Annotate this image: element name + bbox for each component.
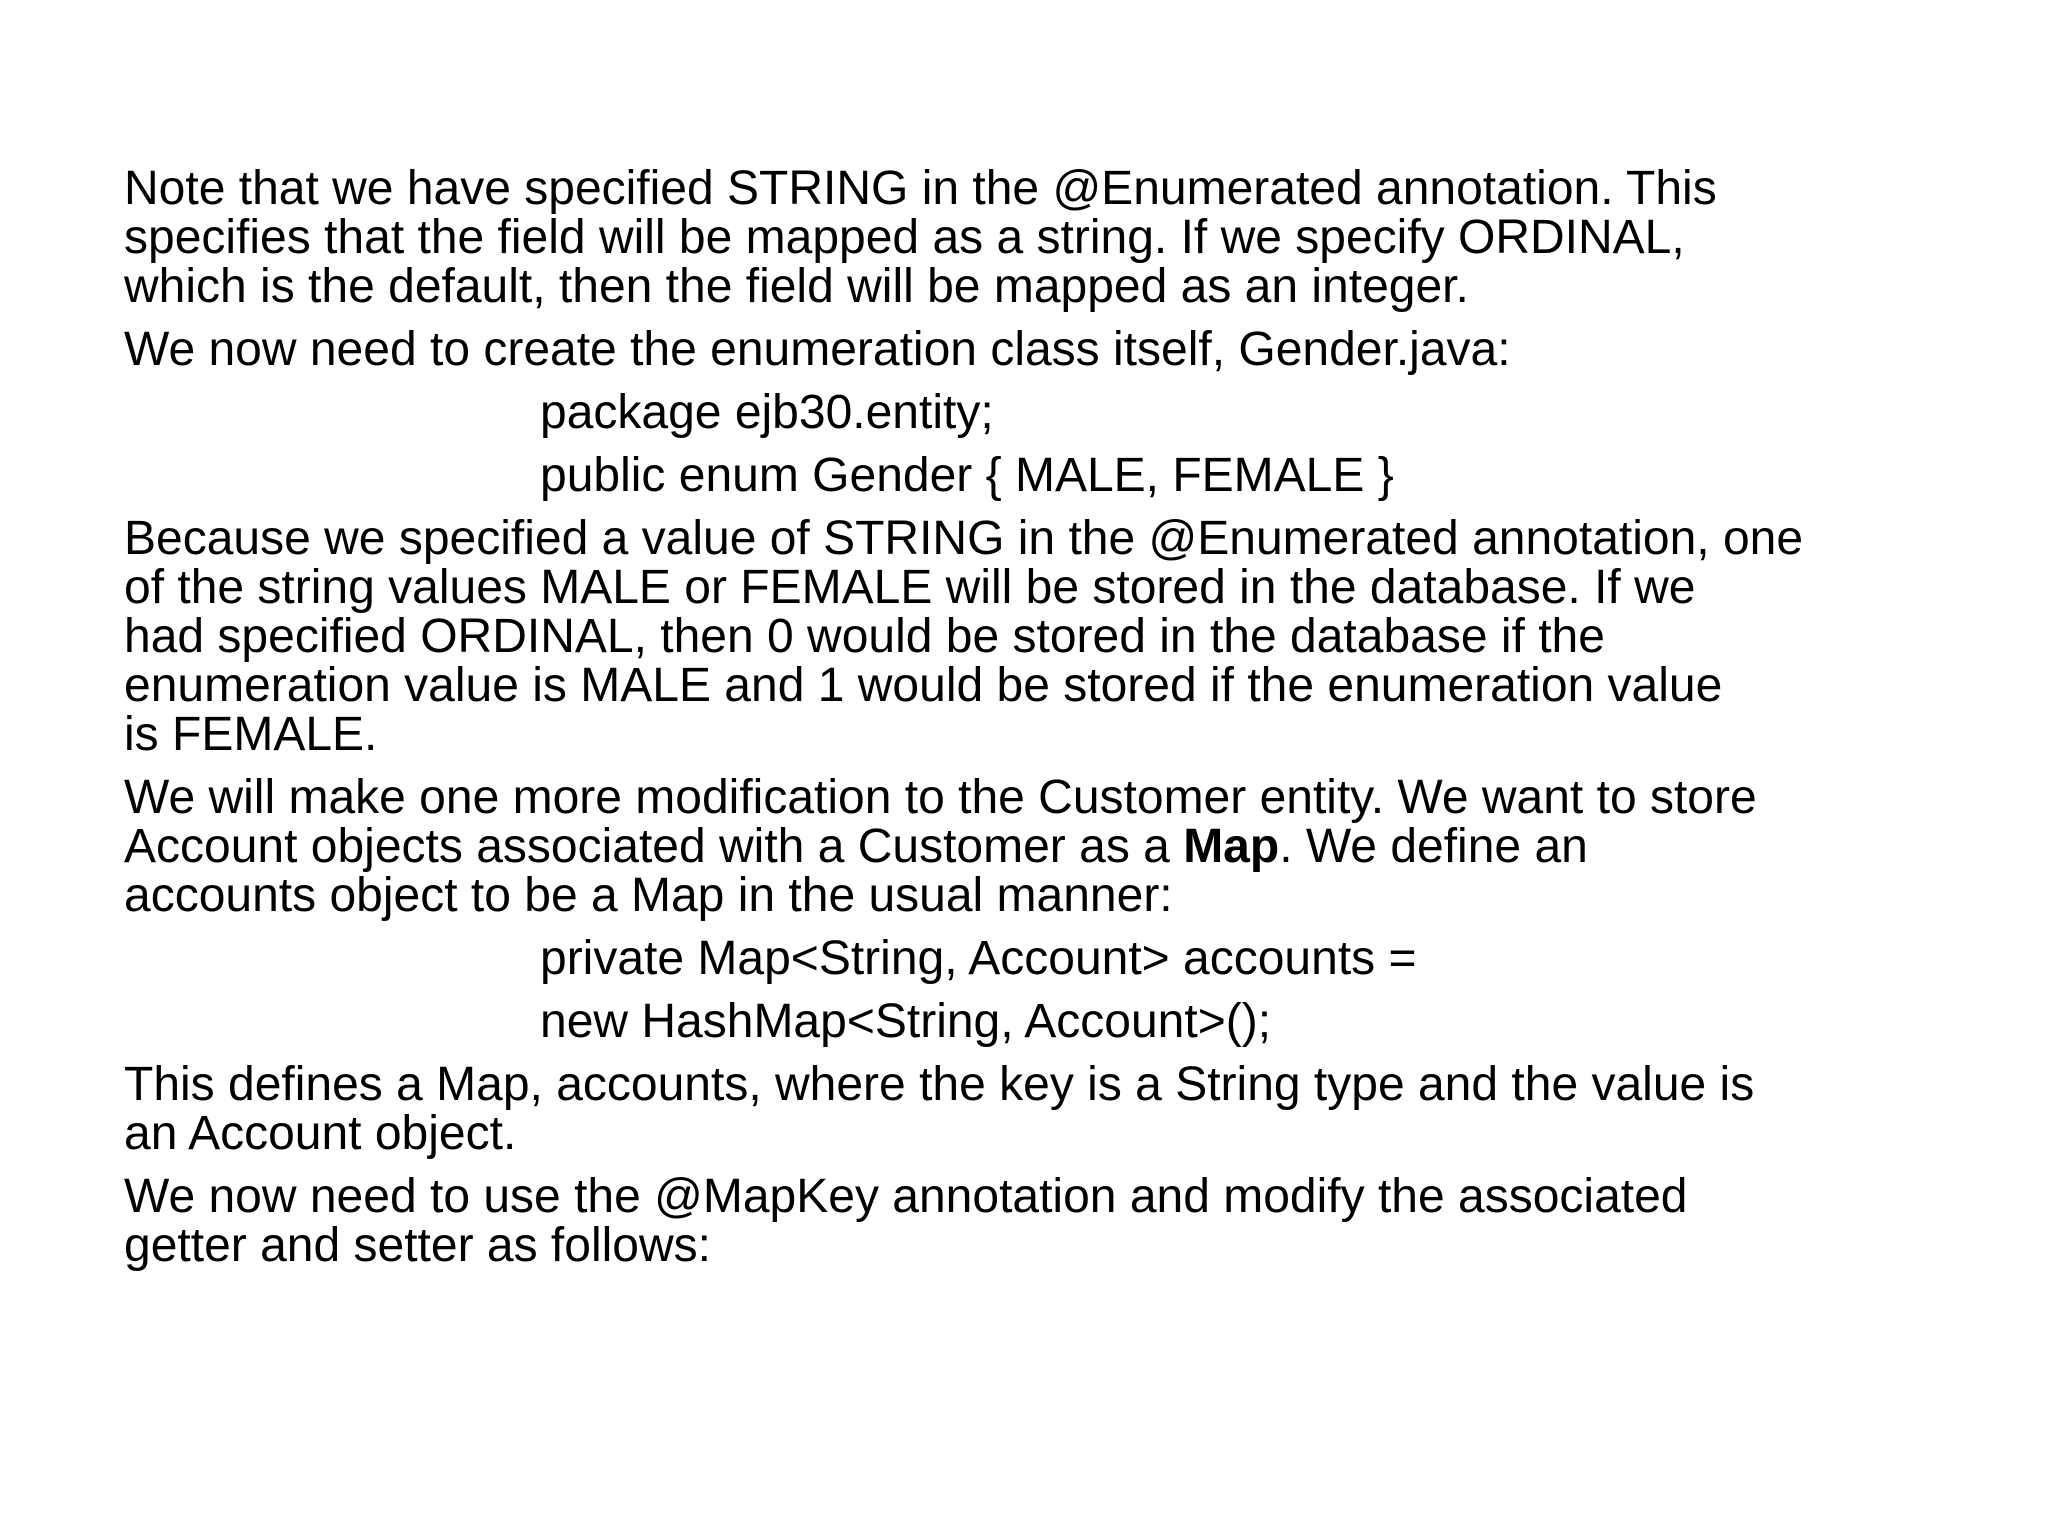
text-line: specifies that the field will be mapped as a string. If we specify ORDINAL, — [124, 211, 1685, 264]
document-body — [124, 164, 1954, 1284]
text-line — [124, 820, 1954, 873]
text-line: Because we specified a value of STRING in the @Enumerated annotation, one — [124, 512, 1804, 565]
text-line: is FEMALE. — [124, 708, 378, 761]
paragraph-string-storage — [124, 514, 1954, 759]
text-line: enumeration value is MALE and 1 would be stored if the enumeration value — [124, 659, 1723, 712]
text-line: of the string values MALE or FEMALE will be stored in the database. If we — [124, 561, 1696, 614]
paragraph-create-enumeration — [124, 325, 1954, 374]
code-line-map-declaration: private Map<String, Account> accounts = — [540, 932, 1417, 985]
text-line: We will make one more modification to the Customer entity. We want to store — [124, 771, 1757, 824]
bold-term-map: Map — [1183, 820, 1280, 873]
code-line-hashmap: new HashMap<String, Account>(); — [540, 995, 1272, 1048]
paragraph-map-definition — [124, 1060, 1954, 1158]
text-segment: . We define an — [1279, 820, 1588, 873]
paragraph-mapkey-annotation — [124, 1172, 1954, 1270]
code-line-enum: public enum Gender { MALE, FEMALE } — [540, 449, 1394, 502]
text-line: which is the default, then the field will be mapped as an integer. — [124, 260, 1469, 313]
text-line: Note that we have specified STRING in the @Enumerated annotation. This — [124, 162, 1717, 215]
text-line: accounts object to be a Map in the usual manner: — [124, 869, 1173, 922]
paragraph-enumerated-string — [124, 164, 1954, 311]
text-segment: Account objects associated with a Customer as a — [124, 820, 1184, 873]
text-line: We now need to use the @MapKey annotation and modify the associated — [124, 1170, 1688, 1223]
paragraph-map-modification — [124, 773, 1954, 920]
text-line: an Account object. — [124, 1107, 517, 1160]
text-line: We now need to create the enumeration class itself, Gender.java: — [124, 323, 1511, 376]
text-line: getter and setter as follows: — [124, 1219, 711, 1272]
text-line: had specified ORDINAL, then 0 would be stored in the database if the — [124, 610, 1605, 663]
code-line-package: package ejb30.entity; — [540, 386, 994, 439]
text-line: This defines a Map, accounts, where the key is a String type and the value is — [124, 1058, 1755, 1111]
